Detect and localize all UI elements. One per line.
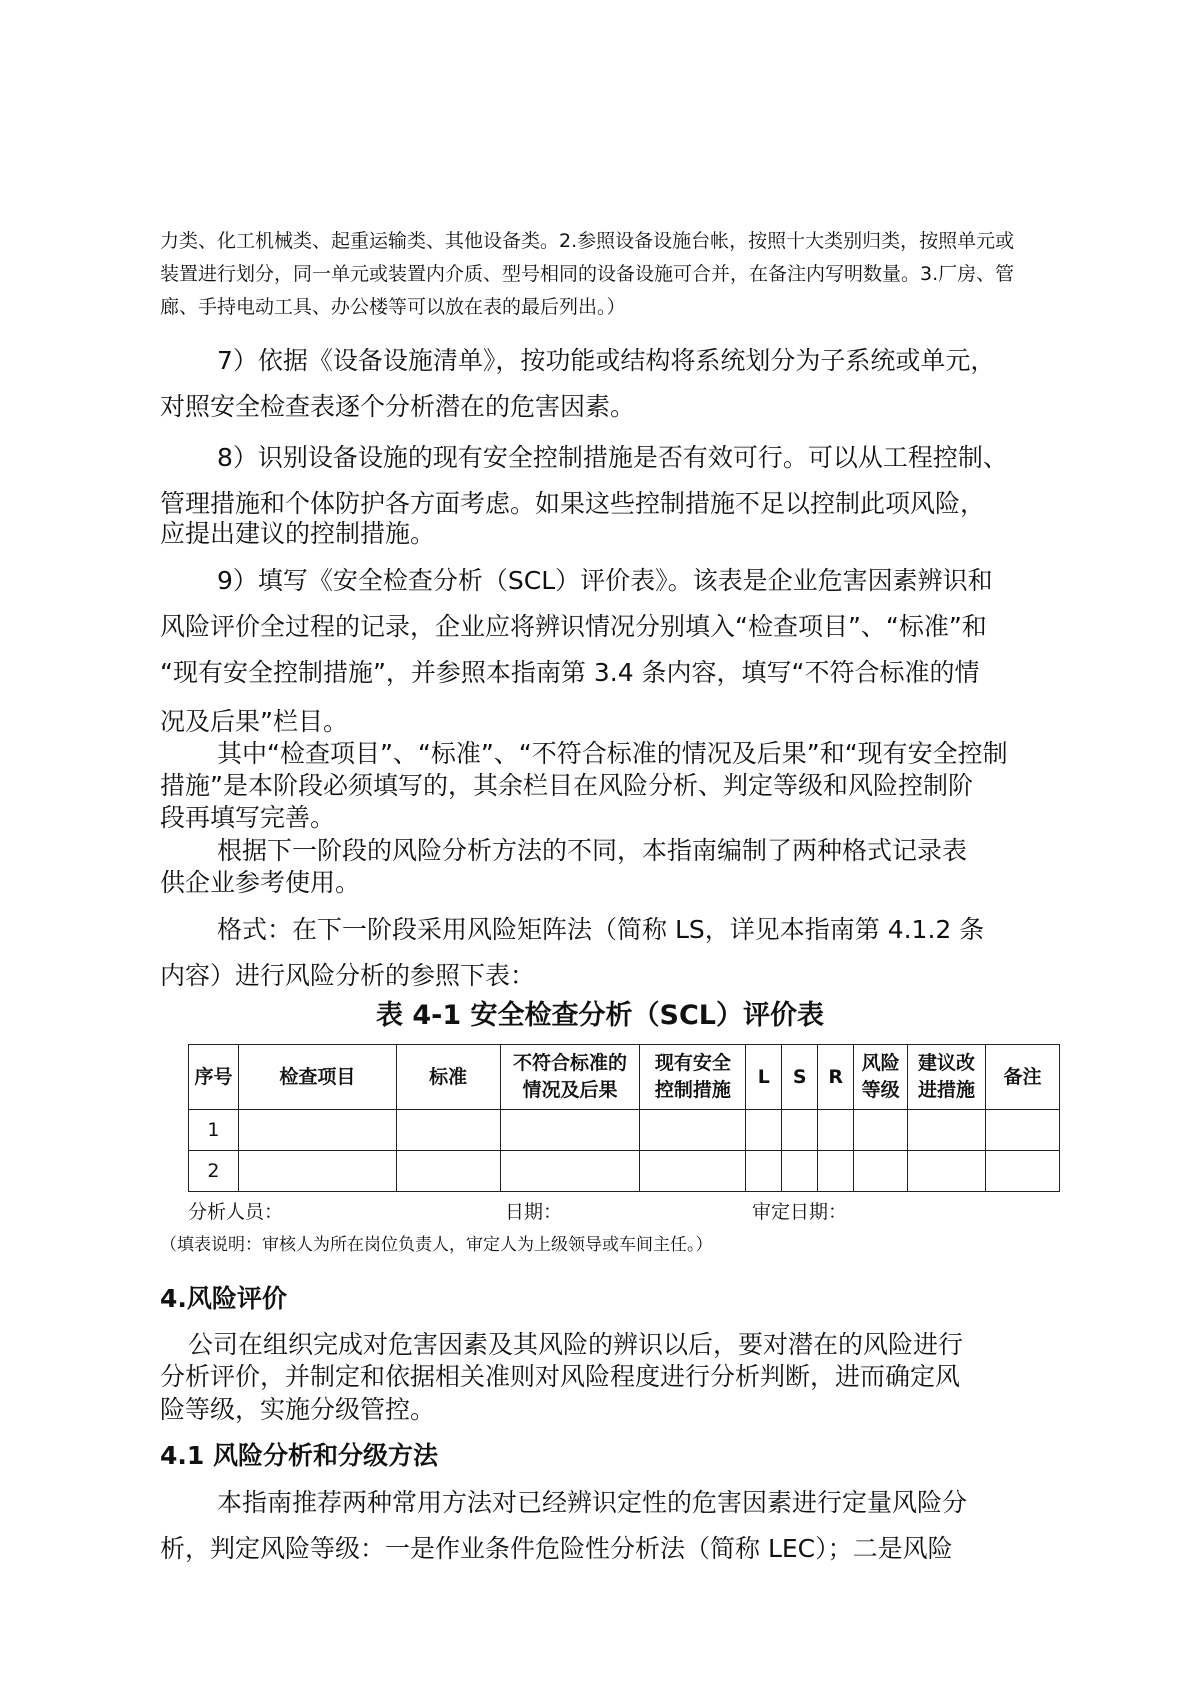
- scl-evaluation-table: [188, 1044, 1060, 1192]
- table-cell: [500, 1151, 640, 1192]
- body-line: 9）填写《安全检查分析（SCL）评价表》。该表是企业危害因素辨识和: [217, 566, 993, 595]
- header-suggested-measures: [908, 1045, 986, 1110]
- header-current-controls: [640, 1045, 746, 1110]
- header-check-item: 检查项目: [238, 1045, 396, 1110]
- body-line: 况及后果”栏目。: [160, 707, 348, 736]
- body-line: 本指南推荐两种常用方法对已经辨识定性的危害因素进行定量风险分: [217, 1488, 968, 1517]
- header-remarks: 备注: [985, 1045, 1059, 1110]
- section-heading-risk-analysis-methods: 4.1 风险分析和分级方法: [160, 1441, 438, 1470]
- body-line: 7）依据《设备设施清单》，按功能或结构将系统划分为子系统或单元，: [217, 346, 996, 375]
- body-line: 内容）进行风险分析的参照下表：: [160, 961, 536, 990]
- table-cell: [908, 1110, 986, 1151]
- section-heading-risk-evaluation: 4.风险评价: [160, 1284, 287, 1313]
- body-line: 根据下一阶段的风险分析方法的不同，本指南编制了两种格式记录表: [217, 836, 968, 865]
- table-cell: [818, 1110, 854, 1151]
- body-line: 应提出建议的控制措施。: [160, 519, 436, 548]
- table-cell: [238, 1110, 396, 1151]
- table-title: 表 4-1 安全检查分析（SCL）评价表: [375, 1000, 825, 1031]
- table-header-row: [189, 1045, 1060, 1110]
- table-cell: [854, 1110, 908, 1151]
- row-number: 1: [189, 1110, 239, 1151]
- header-current-controls-line2: 控制措施: [654, 1079, 731, 1101]
- body-line: 管理措施和个体防护各方面考虑。如果这些控制措施不足以控制此项风险，: [160, 489, 986, 518]
- table-cell: [238, 1151, 396, 1192]
- body-line: 险等级，实施分级管控。: [160, 1395, 436, 1424]
- table-cell: [782, 1151, 818, 1192]
- table-row: [189, 1110, 1060, 1151]
- header-noncompliance-line1: 不符合标准的: [512, 1052, 627, 1074]
- table-cell: [985, 1151, 1059, 1192]
- header-risk-level-line1: 风险: [861, 1052, 900, 1074]
- approve-date-label: 审定日期：: [752, 1201, 848, 1223]
- header-risk-level: [854, 1045, 908, 1110]
- table-cell: [854, 1151, 908, 1192]
- body-line: 风险评价全过程的记录，企业应将辨识情况分别填入“检查项目”、“标准”和: [160, 612, 987, 641]
- body-line: 分析评价，并制定和依据相关准则对风险程度进行分析判断，进而确定风: [160, 1362, 961, 1391]
- header-l: L: [746, 1045, 782, 1110]
- body-line: 公司在组织完成对危害因素及其风险的辨识以后，要对潜在的风险进行: [188, 1330, 964, 1359]
- date-label: 日期：: [505, 1201, 563, 1223]
- analyst-label: 分析人员：: [188, 1201, 284, 1223]
- table-cell: [818, 1151, 854, 1192]
- header-noncompliance-line2: 情况及后果: [522, 1079, 618, 1101]
- header-suggested-measures-line1: 建议改: [918, 1052, 976, 1074]
- body-line: 对照安全检查表逐个分析潜在的危害因素。: [160, 392, 636, 421]
- body-line: 措施”是本阶段必须填写的，其余栏目在风险分析、判定等级和风险控制阶: [160, 771, 973, 800]
- body-line: 8）识别设备设施的现有安全控制措施是否有效可行。可以从工程控制、: [217, 443, 1008, 472]
- table-cell: [985, 1110, 1059, 1151]
- body-line: “现有安全控制措施”，并参照本指南第 3.4 条内容，填写“不符合标准的情: [160, 658, 980, 687]
- table-cell: [500, 1110, 640, 1151]
- small-text-line-2: 装置进行划分，同一单元或装置内介质、型号相同的设备设施可合并，在备注内写明数量。3.厂房、管: [160, 263, 1015, 285]
- body-line: 段再填写完善。: [160, 803, 336, 832]
- header-suggested-measures-line2: 进措施: [918, 1079, 976, 1101]
- row-number: 2: [189, 1151, 239, 1192]
- small-text-line-3: 廊、手持电动工具、办公楼等可以放在表的最后列出。）: [160, 296, 626, 318]
- header-current-controls-line1: 现有安全: [654, 1052, 731, 1074]
- body-line: 格式：在下一阶段采用风险矩阵法（简称 LS，详见本指南第 4.1.2 条: [217, 915, 985, 944]
- body-line: 其中“检查项目”、“标准”、“不符合标准的情况及后果”和“现有安全控制: [217, 739, 1008, 768]
- table-cell: [396, 1110, 500, 1151]
- small-text-line-1: 力类、化工机械类、起重运输类、其他设备类。2.参照设备设施台帐，按照十大类别归类，按照单元或: [160, 230, 1015, 252]
- table-cell: [746, 1151, 782, 1192]
- body-line: 析，判定风险等级：一是作业条件危险性分析法（简称 LEC）；二是风险: [160, 1534, 953, 1563]
- table-row: [189, 1151, 1060, 1192]
- header-noncompliance: [500, 1045, 640, 1110]
- header-no: 序号: [189, 1045, 239, 1110]
- fill-instructions-note: （填表说明：审核人为所在岗位负责人，审定人为上级领导或车间主任。）: [160, 1235, 713, 1255]
- table-cell: [396, 1151, 500, 1192]
- table-cell: [640, 1110, 746, 1151]
- header-s: S: [782, 1045, 818, 1110]
- header-r: R: [818, 1045, 854, 1110]
- body-line: 供企业参考使用。: [160, 868, 361, 897]
- header-standard: 标准: [396, 1045, 500, 1110]
- table-cell: [746, 1110, 782, 1151]
- table-cell: [782, 1110, 818, 1151]
- header-risk-level-line2: 等级: [861, 1079, 900, 1101]
- table-cell: [908, 1151, 986, 1192]
- table-cell: [640, 1151, 746, 1192]
